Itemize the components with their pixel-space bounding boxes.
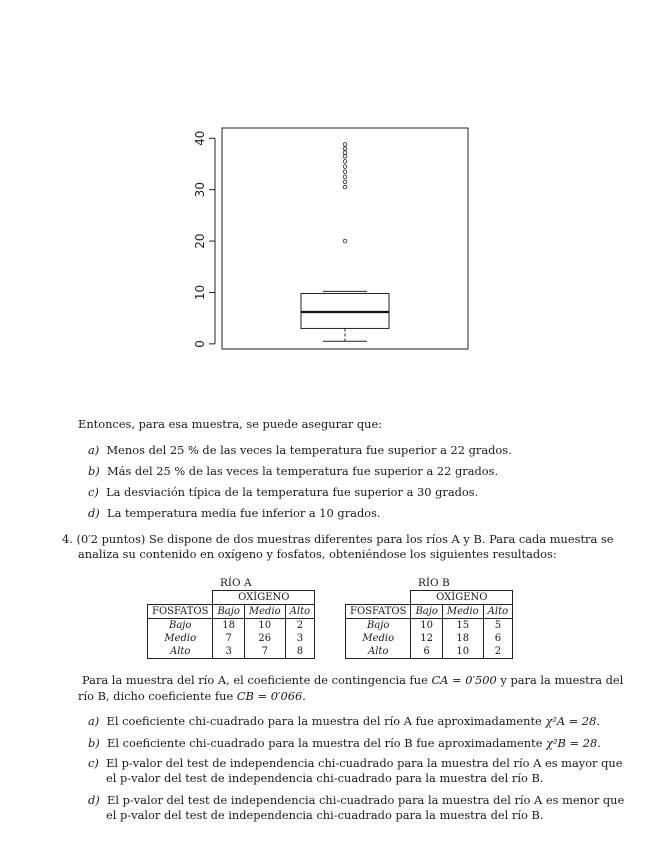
y-tick-label: 10	[193, 284, 207, 301]
outlier-point	[343, 143, 347, 147]
q3-option-b[interactable]: b) Más del 25 % de las veces la temperatura fue superior a 22 grados.	[88, 464, 499, 478]
coefficient-ca: CA = 0′500	[431, 673, 497, 687]
outlier-point	[343, 165, 347, 169]
outlier-point	[343, 185, 347, 189]
q3-option-c[interactable]: c) La desviación típica de la temperatura fue superior a 30 grados.	[88, 485, 479, 499]
plot-frame	[222, 128, 468, 349]
y-tick-label: 20	[193, 233, 207, 249]
intro-text: Entonces, para esa muestra, se puede asegurar que:	[78, 417, 383, 431]
oxygen-header: OXÍGENO	[411, 591, 513, 605]
outlier-point	[343, 239, 347, 243]
q4-statement-line2: analiza su contenido en oxígeno y fosfatos, obteniéndose los siguientes resultados:	[78, 547, 557, 561]
table-b-title: RÍO B	[418, 577, 450, 589]
q4-statement-line1: 4. (0′2 puntos) Se dispone de dos muestras diferentes para los ríos A y B. Para cada muestra se	[62, 532, 614, 546]
phosphate-header: FOSFATOS	[148, 605, 213, 619]
outlier-point	[343, 160, 347, 164]
outlier-point	[343, 147, 347, 151]
coefficient-cb: CB = 0′066.	[236, 689, 306, 703]
contingency-line2: río B, dicho coeficiente fue CB = 0′066.	[78, 689, 306, 703]
y-tick-label: 30	[193, 182, 207, 198]
q3-option-d[interactable]: d) La temperatura media fue inferior a 10 grados.	[88, 506, 381, 520]
outlier-point	[343, 180, 347, 184]
table-rio-b: OXÍGENO FOSFATOS Bajo Medio Alto Bajo 10 15 5 Medio 12 18 6 Alto 6 10 2	[345, 590, 513, 659]
contingency-line1: Para la muestra del río A, el coeficiente de contingencia fue CA = 0′500 y para la muestra del	[82, 673, 624, 687]
q4-option-c-cont: el p-valor del test de independencia chi-cuadrado para la muestra del río B.	[106, 771, 544, 785]
boxplot-marks	[301, 143, 389, 342]
q4-option-b[interactable]: b) El coeficiente chi-cuadrado para la muestra del río B fue aproximadamente χ²B = 28.	[88, 736, 601, 750]
y-axis	[193, 131, 215, 348]
q4-option-d[interactable]: d) El p-valor del test de independencia chi-cuadrado para la muestra del río A es menor que	[88, 793, 625, 807]
y-tick-label: 0	[193, 340, 207, 348]
q4-option-c[interactable]: c) El p-valor del test de independencia chi-cuadrado para la muestra del río A es mayor que	[88, 756, 623, 770]
temperature-boxplot	[190, 120, 480, 360]
q4-option-d-cont: el p-valor del test de independencia chi-cuadrado para la muestra del río B.	[106, 808, 544, 822]
question-points: (0′2 puntos)	[76, 532, 146, 546]
table-a-title: RÍO A	[220, 577, 252, 589]
outlier-point	[343, 170, 347, 174]
outlier-point	[343, 151, 347, 155]
outlier-point	[343, 175, 347, 179]
y-tick-label: 40	[193, 130, 207, 146]
question-number: 4.	[62, 532, 73, 546]
outlier-point	[343, 154, 347, 158]
table-rio-a: OXÍGENO FOSFATOS Bajo Medio Alto Bajo 18 10 2 Medio 7 26 3 Alto 3 7 8	[147, 590, 315, 659]
q3-option-a[interactable]: a) Menos del 25 % de las veces la temperatura fue superior a 22 grados.	[88, 443, 512, 457]
q4-option-a[interactable]: a) El coeficiente chi-cuadrado para la muestra del río A fue aproximadamente χ²A = 28.	[88, 714, 601, 728]
oxygen-header: OXÍGENO	[213, 591, 315, 605]
phosphate-header: FOSFATOS	[346, 605, 411, 619]
